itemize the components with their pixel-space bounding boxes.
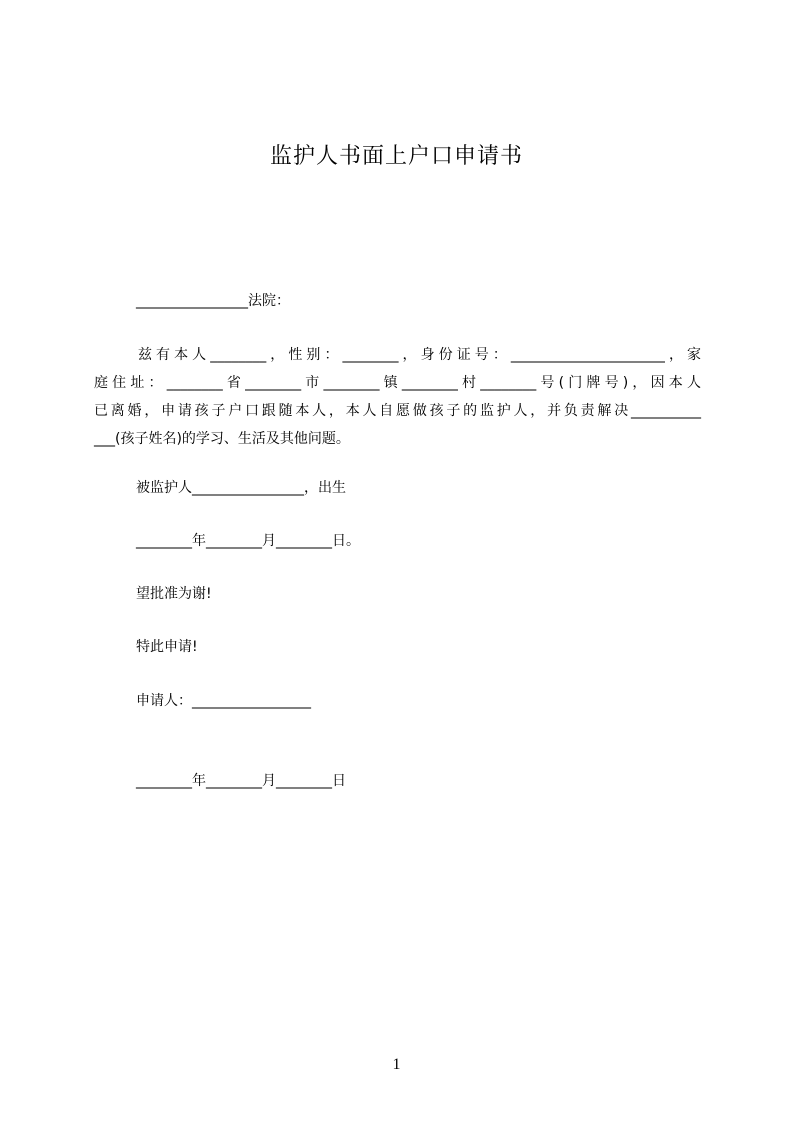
closing-line: 特此申请! <box>136 639 198 655</box>
signature-date-line: ________年________月________日 <box>136 773 346 789</box>
body-paragraph <box>94 341 701 453</box>
body-line-3: 已离婚，申请孩子户口跟随本人，本人自愿做孩子的监护人，并负责解决__________ <box>94 403 701 419</box>
body-line-1: 兹有本人________，性别：________，身份证号：______________________，家 <box>138 347 701 363</box>
document-title: 监护人书面上户口申请书 <box>269 144 523 169</box>
page-number: 1 <box>392 1056 401 1073</box>
request-line: 望批准为谢! <box>136 586 212 602</box>
ward-line: 被监护人________________，出生 <box>136 480 346 496</box>
salutation-line: ________________法院： <box>136 293 290 309</box>
body-line-2: 庭住址：________省________市________镇________村________号(门牌号)，因本人 <box>94 375 701 391</box>
body-line-4: ___(孩子姓名)的学习、生活及其他问题。 <box>94 431 350 447</box>
applicant-line: 申请人：_________________ <box>136 693 311 709</box>
birth-date-line: ________年________月________日。 <box>136 533 360 549</box>
